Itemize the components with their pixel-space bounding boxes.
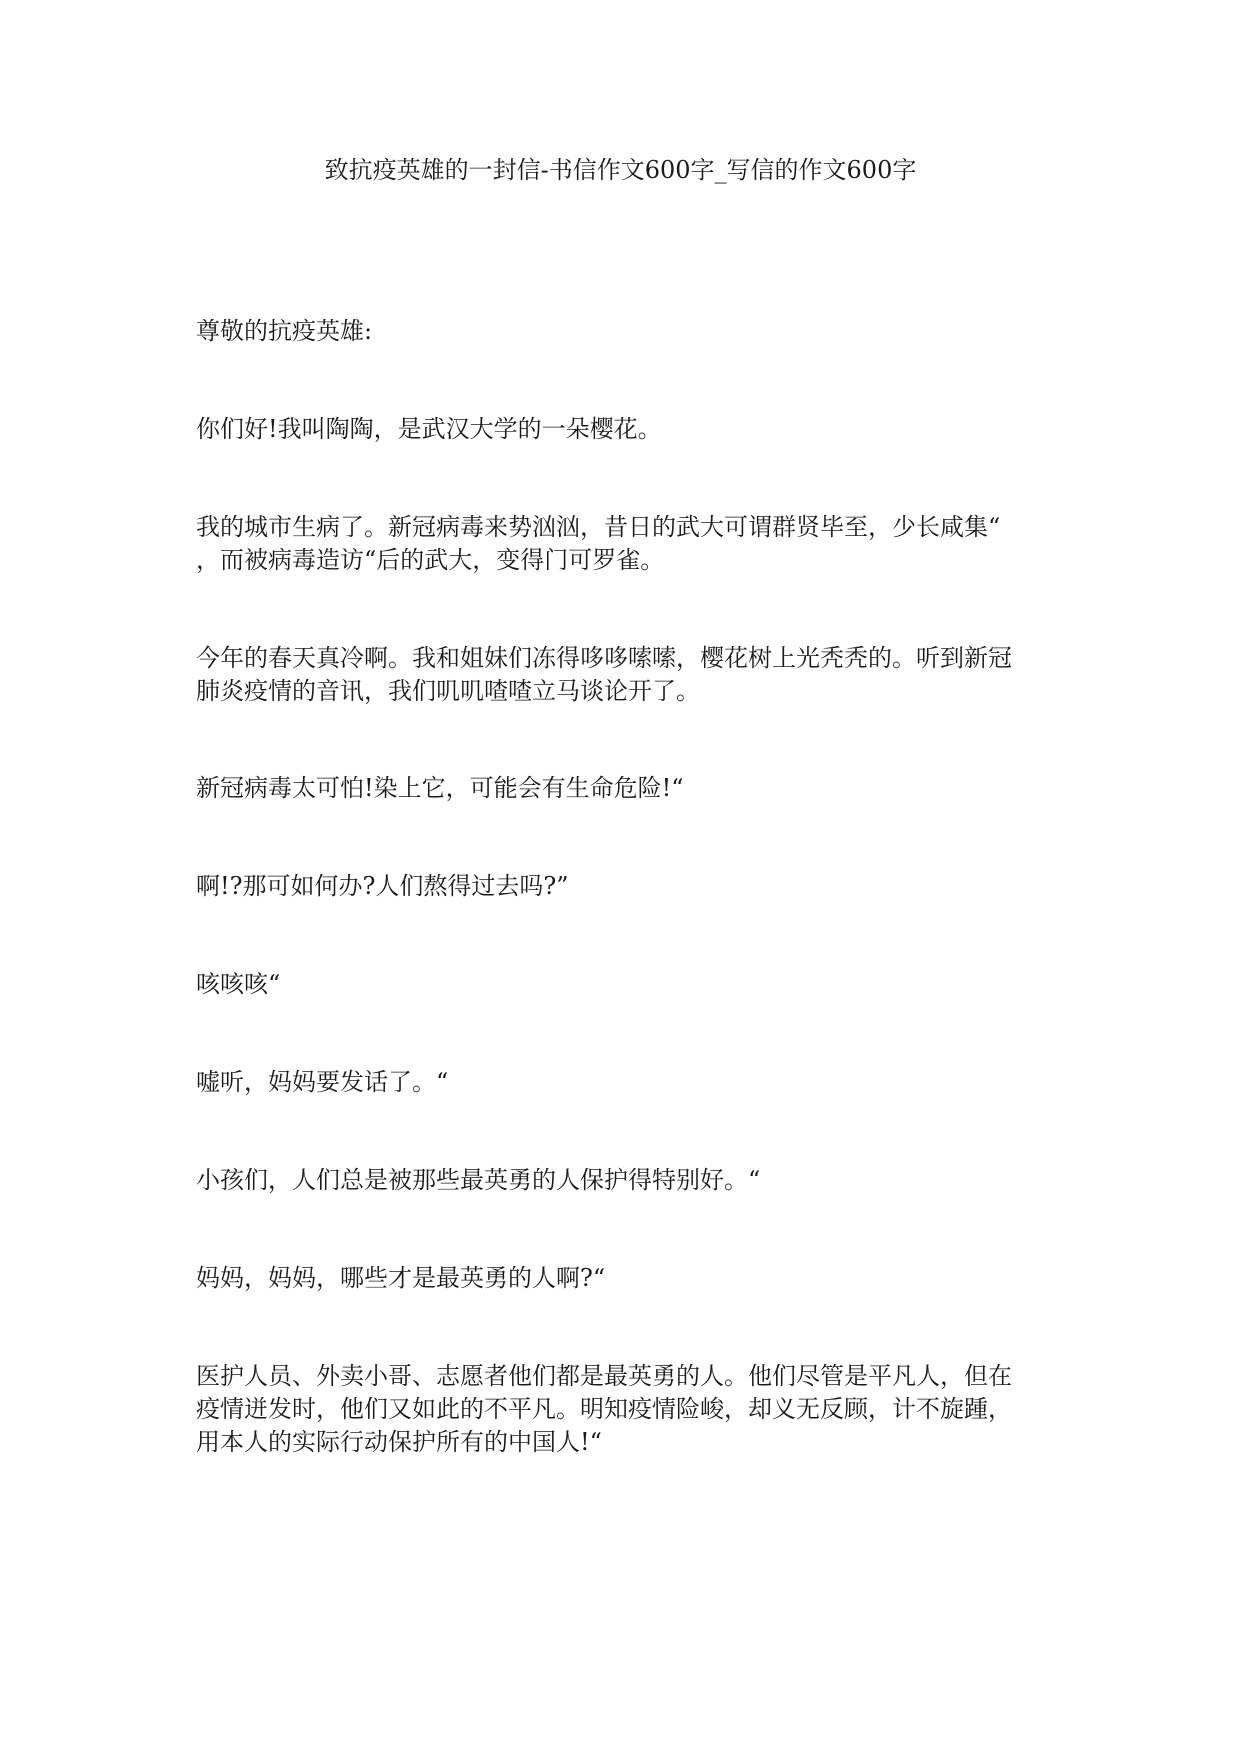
paragraph-line: 咳咳咳“ [196, 970, 281, 998]
paragraph [196, 968, 1056, 1001]
paragraph-line: ，而被病毒造访“后的武大，变得门可罗雀。 [196, 546, 665, 574]
paragraph [196, 413, 1056, 446]
paragraph [196, 1262, 1056, 1295]
paragraph-line: 尊敬的抗疫英雄: [196, 317, 373, 345]
paragraph [196, 1066, 1056, 1099]
paragraph-line: 小孩们，人们总是被那些最英勇的人保护得特别好。“ [196, 1166, 761, 1194]
paragraph-line: 我的城市生病了。新冠病毒来势汹汹，昔日的武大可谓群贤毕至，少长咸集“ [196, 513, 1001, 541]
paragraph-line: 你们好!我叫陶陶，是武汉大学的一朵樱花。 [196, 415, 662, 443]
paragraph-line: 医护人员、外卖小哥、志愿者他们都是最英勇的人。他们尽管是平凡人，但在 [196, 1362, 1012, 1390]
paragraph [196, 511, 1056, 577]
salutation [196, 315, 1056, 348]
paragraph-line: 疫情迸发时，他们又如此的不平凡。明知疫情险峻，却义无反顾，计不旋踵， [196, 1395, 1012, 1423]
paragraph-line: 肺炎疫情的音讯，我们叽叽喳喳立马谈论开了。 [196, 677, 700, 705]
paragraph [196, 870, 1056, 903]
document-title: 致抗疫英雄的一封信-书信作文600字_写信的作文600字 [324, 156, 917, 184]
paragraph-line: 嘘听，妈妈要发话了。“ [196, 1068, 449, 1096]
paragraph [196, 1360, 1056, 1459]
paragraph-line: 啊!?那可如何办?人们熬得过去吗?” [196, 872, 569, 900]
paragraph-line: 今年的春天真冷啊。我和姐妹们冻得哆哆嗦嗦，樱花树上光秃秃的。听到新冠 [196, 644, 1012, 672]
paragraph [196, 642, 1056, 708]
paragraph-line: 用本人的实际行动保护所有的中国人!“ [196, 1428, 602, 1456]
paragraph [196, 772, 1056, 805]
paragraph-line: 新冠病毒太可怕!染上它，可能会有生命危险!“ [196, 774, 684, 802]
paragraph [196, 1164, 1056, 1197]
paragraph-line: 妈妈，妈妈，哪些才是最英勇的人啊?“ [196, 1264, 606, 1292]
